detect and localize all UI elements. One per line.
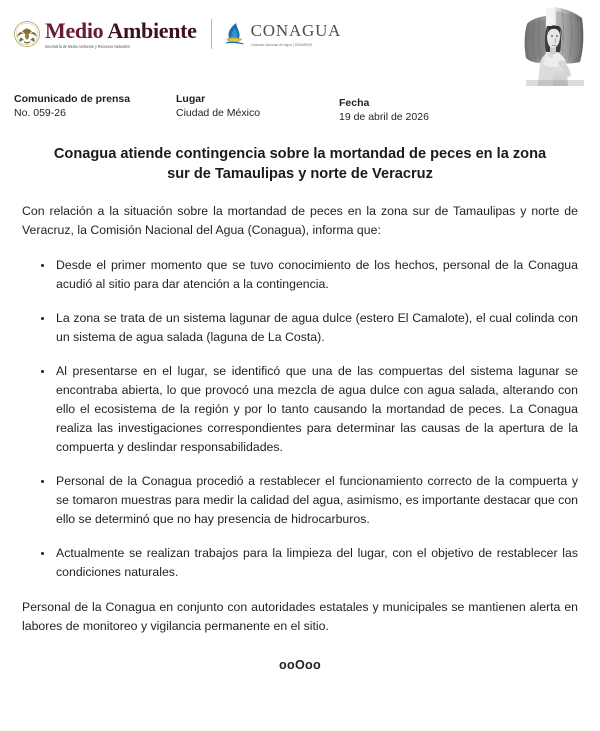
list-item: Al presentarse en el lugar, se identificó que una de las compuertas del sistema lagunar se encontraba abierta, lo que provocó una mezcla de agua dulce con agua salada, alterando con ello el ecosistema de la región y por lo tanto causando la mortandad de peces. La Conagua realiza las investigaciones correspondientes para determinar las causas de la apertura de la compuerta y deslindar responsabilidades.: [22, 362, 578, 457]
conagua-wordmark: [251, 22, 342, 46]
document-body: [0, 144, 600, 672]
meta-value-place: Ciudad de México: [176, 107, 261, 119]
page-title: Conagua atiende contingencia sobre la mortandad de peces en la zona sur de Tamaulipas y norte de Veracruz: [53, 146, 547, 182]
ministry-name-part1: Medio: [45, 17, 104, 43]
meta-date: [339, 96, 429, 124]
conagua-name: CONAGUA: [250, 21, 342, 41]
list-item: Personal de la Conagua procedió a restablecer el funcionamiento correcto de la compuerta y se tomaron muestras para medir la calidad del agua, asimismo, es importante destacar que con ello se determinó que no hay presencia de hidrocarburos.: [22, 472, 578, 529]
list-item: Actualmente se realizan trabajos para la limpieza del lugar, con el objetivo de restablecer las condiciones naturales.: [22, 544, 578, 582]
ministry-name-part2: Ambiente: [107, 17, 197, 43]
meta-value-date: 19 de abril de 2026: [339, 111, 429, 123]
mexican-flag-woman-engraving-icon: [516, 2, 594, 90]
list-item: La zona se trata de un sistema lagunar de agua dulce (estero El Camalote), el cual colinda con un sistema de agua salada (laguna de La Costa).: [22, 309, 578, 347]
masthead-divider: [211, 19, 212, 49]
end-of-document-mark: ooOoo: [278, 658, 322, 672]
bullet-list: [22, 256, 578, 582]
lead-paragraph: Con relación a la situación sobre la mortandad de peces en la zona sur de Tamaulipas y norte de Veracruz, la Comisión Nacional del Agua (Conagua), informa que:: [22, 204, 578, 237]
ministry-name: [45, 17, 197, 43]
meta-place: [176, 92, 260, 120]
meta-label-date: Fecha: [339, 97, 370, 109]
mexican-national-seal-icon: [14, 21, 40, 47]
ministry-brand: [45, 17, 197, 50]
ministry-subtitle: Secretaría de Medio Ambiente y Recursos Naturales: [45, 44, 130, 50]
document-meta-row: [0, 92, 600, 130]
meta-value-communique: No. 059-26: [14, 107, 66, 119]
meta-label-communique: Comunicado de prensa: [14, 93, 131, 105]
conagua-water-leaf-icon: [224, 22, 246, 46]
logo-row: [14, 0, 586, 52]
conagua-brand: [224, 22, 342, 46]
meta-label-place: Lugar: [176, 93, 206, 105]
closing-paragraph: Personal de la Conagua en conjunto con autoridades estatales y municipales se mantienen alerta en labores de monitoreo y vigilancia permanente en el sitio.: [22, 600, 578, 633]
conagua-subtitle: Comisión Nacional del Agua | SEMARNAT: [250, 41, 313, 47]
meta-communique: [14, 92, 130, 120]
document-masthead: [0, 0, 600, 92]
list-item: Desde el primer momento que se tuvo conocimiento de los hechos, personal de la Conagua acudió al sitio para dar atención a la contingencia.: [22, 256, 578, 294]
